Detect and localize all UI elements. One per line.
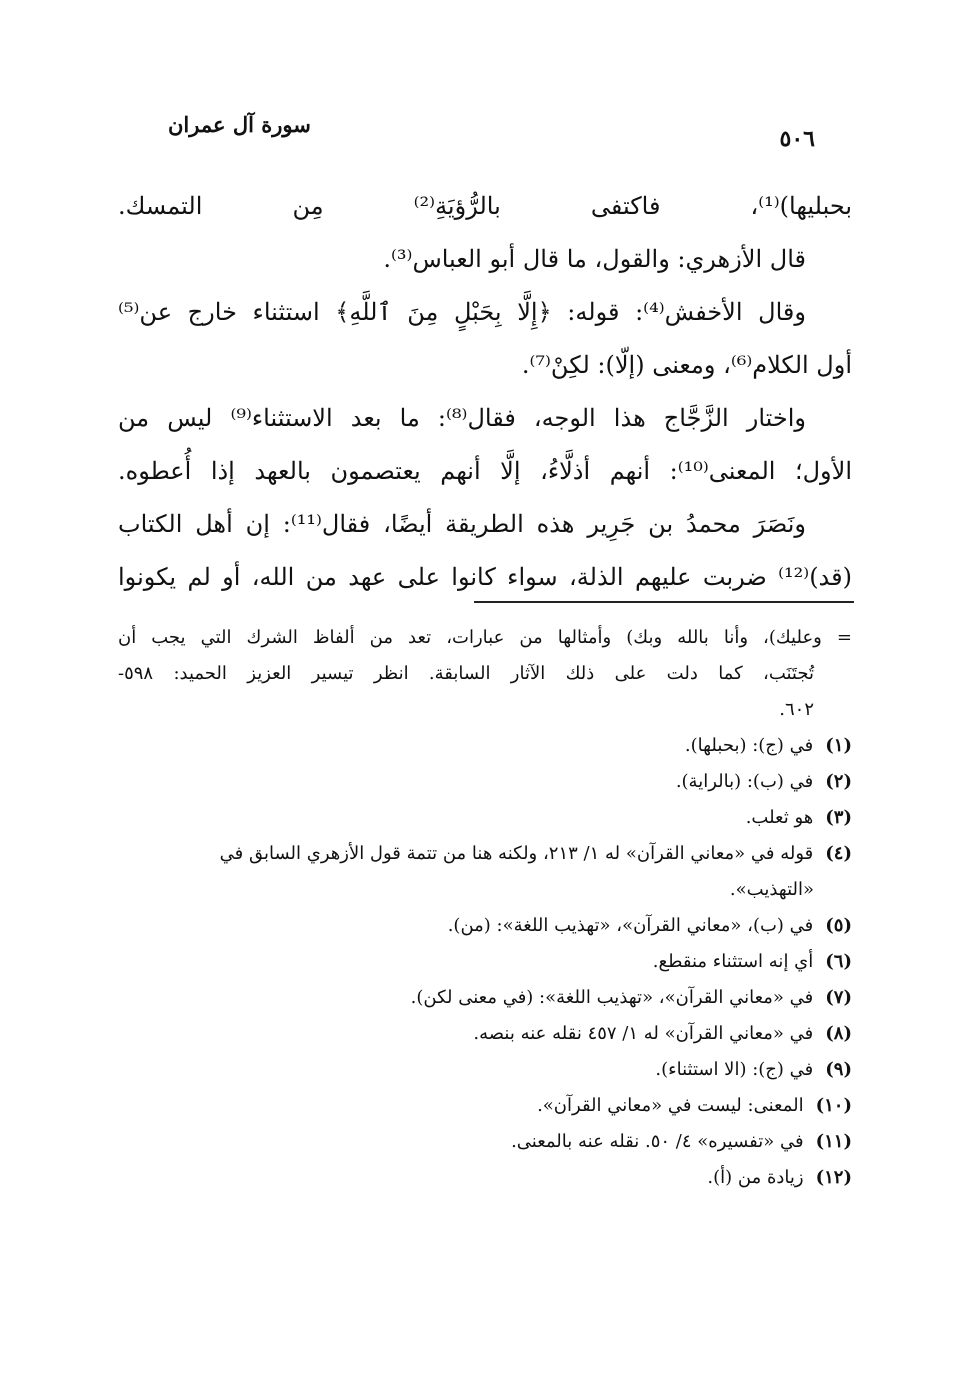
footnote-continuation-line: ٦٠٢.	[779, 699, 814, 720]
footnote-text: هو ثعلب.	[745, 807, 814, 828]
footnote-number: (٦)	[825, 951, 852, 972]
footnote-number: (٢)	[825, 771, 852, 792]
footnote-item	[118, 944, 852, 980]
footnote-number: (٨)	[825, 1023, 852, 1044]
footnote-item	[118, 1124, 852, 1160]
footnote-item	[118, 1088, 852, 1124]
footnote-number: (١٠)	[815, 1095, 852, 1116]
page-number: ٥٠٦	[779, 126, 815, 152]
footnote-text: زيادة من (أ).	[707, 1167, 804, 1188]
text-line: الأول؛ المعنى⁽¹⁰⁾: أنهم أذلَّاءُ، إلَّا أنهم يعتصمون بالعهد إذا أُعطوه.	[118, 457, 852, 485]
running-header-title: سورة آل عمران	[168, 112, 311, 137]
footnote-item	[118, 800, 852, 836]
footnote-text: في «معاني القرآن» له ١/ ٤٥٧ نقله عنه بنصه.	[473, 1023, 814, 1044]
footnotes	[118, 620, 852, 1196]
footnote-continuation-line: تُجتَنَب، كما دلت على ذلك الآثار السابقة. انظر تيسير العزيز الحميد: ٥٩٨-	[118, 663, 814, 684]
text-line: أول الكلام⁽⁶⁾، ومعنى (إلّا): لكِنْ⁽⁷⁾.	[521, 351, 852, 379]
footnote-item	[118, 1016, 852, 1052]
footnote-text: في «معاني القرآن»، «تهذيب اللغة»: (في معنى لكن).	[410, 987, 814, 1008]
footnote-text: في (ج): (الا استثناء).	[655, 1059, 814, 1080]
footnote-item	[118, 1160, 852, 1196]
footnote-number: (٤)	[825, 843, 852, 864]
footnote-separator	[474, 601, 854, 603]
text-line: وقال الأخفش⁽⁴⁾: قوله: ﴿إِلَّا بِحَبْلٍ مِنَ ٱللَّهِ﴾ استثناء خارج عن⁽⁵⁾	[118, 298, 806, 326]
footnote-number: (١١)	[815, 1131, 852, 1152]
footnote-text: في (ب)، «معاني القرآن»، «تهذيب اللغة»: (من).	[447, 915, 814, 936]
text-line: (قد)⁽¹²⁾ ضربت عليهم الذلة، سواء كانوا على عهد من الله، أو لم يكونوا	[118, 563, 852, 591]
footnote-item	[118, 908, 852, 944]
footnote-text: أي إنه استثناء منقطع.	[652, 951, 814, 972]
footnote-number: (٧)	[825, 987, 852, 1008]
footnote-item	[118, 836, 852, 872]
footnote-item	[118, 980, 852, 1016]
footnote-item	[118, 1052, 852, 1088]
footnote-text: قوله في «معاني القرآن» له ١/ ٢١٣، ولكنه هنا من تتمة قول الأزهري السابق في	[219, 843, 814, 864]
footnote-number: (٣)	[825, 807, 852, 828]
footnote-number: (١)	[825, 735, 852, 756]
footnote-text: في (ج): (بحبلها).	[684, 735, 814, 756]
footnote-continuation-line: «التهذيب».	[729, 879, 814, 900]
text-line: واختار الزَّجَّاج هذا الوجه، فقال⁽⁸⁾: ما بعد الاستثناء⁽⁹⁾ ليس من	[118, 404, 806, 432]
footnote-text: في «تفسيره» ٤/ ٥٠. نقله عنه بالمعنى.	[511, 1131, 804, 1152]
footnote-continuation-line: = وعليك)، وأنا بالله وبك) وأمثالها من عبارات، تعد من ألفاظ الشرك التي يجب أن	[118, 627, 852, 648]
footnote-item	[118, 764, 852, 800]
footnote-text: المعنى: ليست في «معاني القرآن».	[537, 1095, 804, 1116]
text-line: ونَصَرَ محمدُ بن جَرِير هذه الطريقة أيضًا، فقال⁽¹¹⁾: إن أهل الكتاب	[118, 510, 806, 538]
footnote-number: (٥)	[825, 915, 852, 936]
footnote-number: (١٢)	[815, 1167, 852, 1188]
footnote-item	[118, 728, 852, 764]
footnote-number: (٩)	[825, 1059, 852, 1080]
footnote-text: في (ب): (بالراية).	[675, 771, 814, 792]
text-line: قال الأزهري: والقول، ما قال أبو العباس⁽³⁾.	[383, 245, 806, 273]
main-text	[118, 180, 852, 604]
text-line: بحبليها)⁽¹⁾، فاكتفى بالرُّؤيَةِ⁽²⁾ مِن التمسك.	[118, 192, 852, 220]
